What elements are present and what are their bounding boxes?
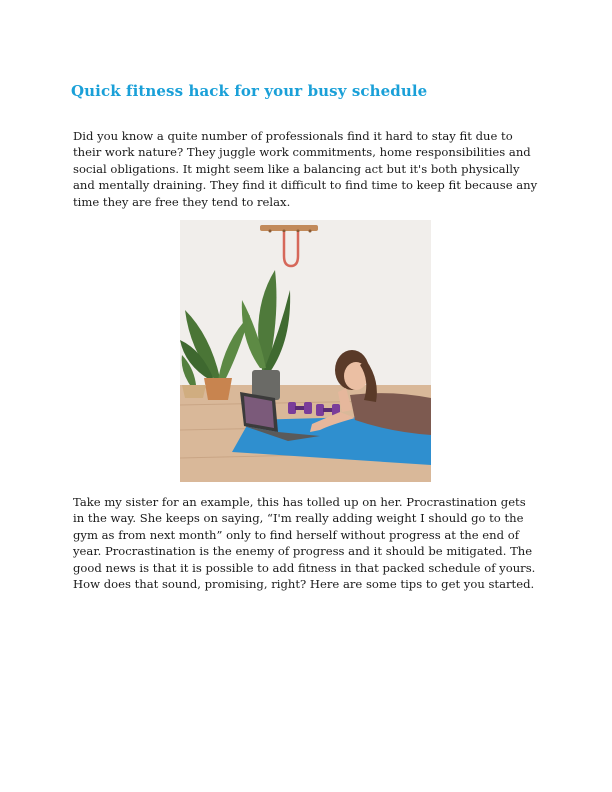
article-title: Quick fitness hack for your busy schedule xyxy=(71,82,428,101)
intro-paragraph: Did you know a quite number of professionals find it hard to stay fit due to their work nature? They juggle work commitments, home responsibilities and social obligations. It might seem like a balancing act but it's both physically and mentally draining. They find it difficult to find time to keep fit because any time they are free they tend to relax. xyxy=(73,129,538,209)
body-paragraph: Take my sister for an example, this has tolled up on her. Procrastination gets in the way. She keeps on saying, “I'm really adding weight I should go to the gym as from next month” only to find herself without progress at the end of year. Procrastination is the enemy of progress and it should be mitigated. The good news is that it is possible to add fitness in that packed schedule of yours. How does that sound, promising, right? Here are some tips to get you started. xyxy=(73,495,536,592)
woman-laptop-yoga-mat-photo xyxy=(180,220,431,482)
